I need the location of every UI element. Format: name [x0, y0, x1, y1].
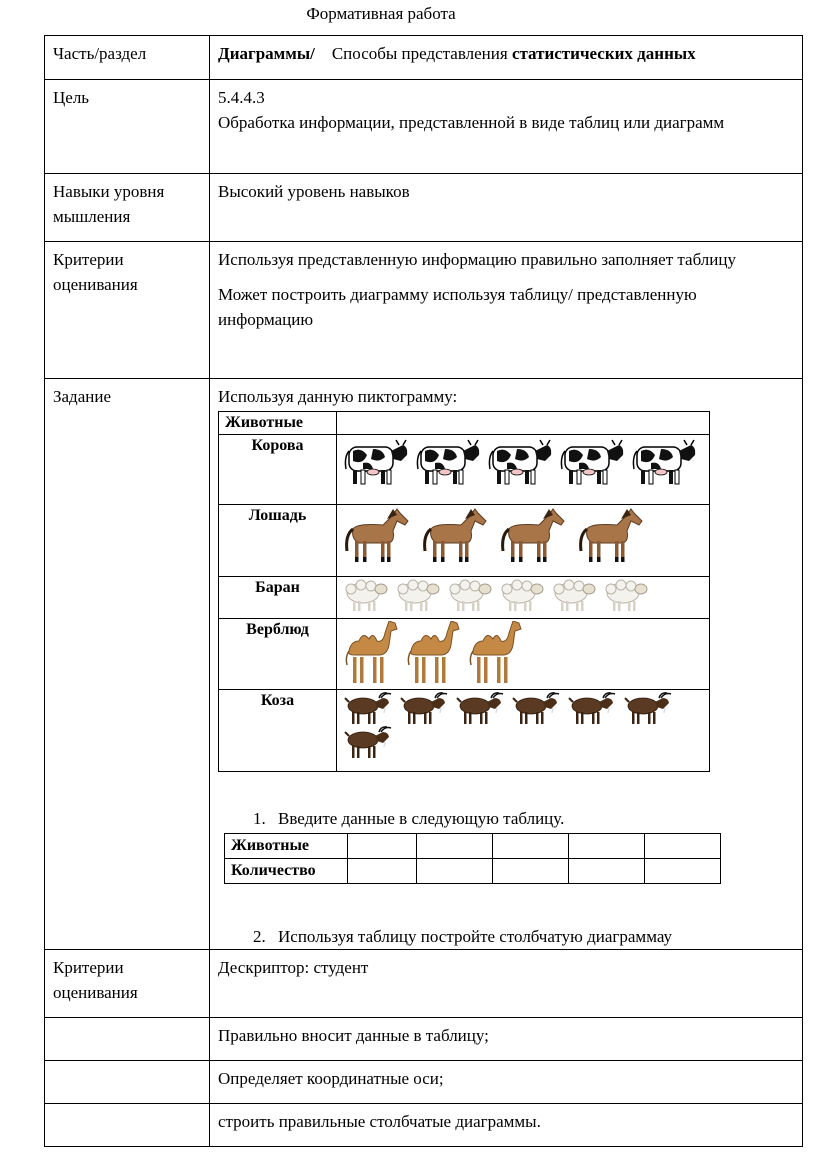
horse-icon [577, 507, 649, 567]
criteria-2: Может построить диаграмму используя таблицу/ представленную информацию [218, 285, 697, 329]
goat-icon [455, 692, 505, 726]
criteria-1: Используя представленную информацию правильно заполняет таблицу [218, 250, 736, 269]
cow-icon [487, 437, 553, 489]
fill-cell[interactable] [493, 834, 569, 859]
goat-icon [623, 692, 673, 726]
descriptor-2: Определяет координатные оси; [210, 1061, 803, 1104]
pictogram-row [219, 435, 710, 505]
fill-row-animals [225, 834, 721, 859]
pictogram-icons-cell [337, 690, 710, 772]
fill-cell[interactable] [493, 859, 569, 884]
pictogram-icons-cell [337, 619, 710, 690]
goat-icon [343, 726, 393, 760]
camel-icon [343, 621, 399, 687]
task-1: 1. Введите данные в следующую таблицу. [270, 806, 794, 831]
pictogram-icons-cell [337, 577, 710, 619]
cow-icon [343, 437, 409, 489]
sheep-icon [343, 579, 389, 613]
descriptor-empty-1 [45, 1018, 210, 1061]
pictogram-header: Животные [219, 412, 337, 435]
pictogram-table [218, 411, 710, 772]
task-2: 2. Используя таблицу постройте столбчатую диаграммау [270, 924, 794, 949]
camel-icon [467, 621, 523, 687]
goat-icon [567, 692, 617, 726]
section-label: Часть/раздел [45, 36, 210, 80]
horse-icon [343, 507, 415, 567]
fill-row-count [225, 859, 721, 884]
task-list-1 [218, 806, 794, 831]
section-value [210, 36, 803, 80]
row-goal [45, 80, 803, 174]
row-descriptor-3 [45, 1104, 803, 1147]
section-bold-1: Диаграммы/ [218, 44, 315, 63]
pictogram-animal-name: Лошадь [219, 505, 337, 577]
sheep-icon [603, 579, 649, 613]
pictogram-row [219, 505, 710, 577]
cow-icon [631, 437, 697, 489]
skills-label: Навыки уровня мышления [45, 174, 210, 242]
fill-label-count: Количество [225, 859, 348, 884]
fill-cell[interactable] [569, 859, 645, 884]
row-criteria [45, 242, 803, 379]
camel-icon [405, 621, 461, 687]
descriptor-1: Правильно вносит данные в таблицу; [210, 1018, 803, 1061]
worksheet-table [44, 35, 803, 1147]
descriptor-3: строить правильные столбчатые диаграммы. [210, 1104, 803, 1147]
skills-value: Высокий уровень навыков [210, 174, 803, 242]
pictogram-header-row [219, 412, 710, 435]
pictogram-icons-cell [337, 505, 710, 577]
fill-cell[interactable] [417, 834, 493, 859]
sheep-icon [447, 579, 493, 613]
pictogram-row [219, 690, 710, 772]
task-label: Задание [45, 379, 210, 950]
section-bold-2: статистических данных [511, 44, 696, 63]
descriptor-empty-3 [45, 1104, 210, 1147]
row-section [45, 36, 803, 80]
pictogram-animal-name: Коза [219, 690, 337, 772]
horse-icon [499, 507, 571, 567]
row-descriptor-2 [45, 1061, 803, 1104]
goal-code: 5.4.4.3 [218, 88, 265, 107]
descriptor-empty-2 [45, 1061, 210, 1104]
criteria-value [210, 242, 803, 379]
pictogram-row [219, 619, 710, 690]
pictogram-header-empty [337, 412, 710, 435]
fill-cell[interactable] [645, 859, 721, 884]
pictogram-icons-cell [337, 435, 710, 505]
document-title: Формативная работа [306, 4, 456, 23]
goat-icon [399, 692, 449, 726]
goal-label: Цель [45, 80, 210, 174]
descriptor-head: Дескриптор: студент [210, 950, 803, 1018]
descriptor-label: Критерии оценивания [45, 950, 210, 1018]
task-intro: Используя данную пиктограмму: [218, 387, 458, 406]
goal-value [210, 80, 803, 174]
fill-cell[interactable] [417, 859, 493, 884]
task-value [210, 379, 803, 950]
sheep-icon [551, 579, 597, 613]
fill-table [224, 833, 721, 884]
pictogram-row [219, 577, 710, 619]
row-descriptor-1 [45, 1018, 803, 1061]
pictogram-animal-name: Корова [219, 435, 337, 505]
section-mid: Способы представления [331, 44, 508, 63]
goal-text: Обработка информации, представленной в виде таблиц или диаграмм [218, 113, 725, 132]
fill-cell[interactable] [348, 859, 417, 884]
task-list-2 [218, 924, 794, 949]
cow-icon [559, 437, 625, 489]
pictogram-animal-name: Баран [219, 577, 337, 619]
pictogram-animal-name: Верблюд [219, 619, 337, 690]
fill-cell[interactable] [348, 834, 417, 859]
goat-icon [511, 692, 561, 726]
sheep-icon [395, 579, 441, 613]
sheep-icon [499, 579, 545, 613]
fill-label-animals: Животные [225, 834, 348, 859]
cow-icon [415, 437, 481, 489]
row-skills [45, 174, 803, 242]
row-task [45, 379, 803, 950]
row-descriptor-head [45, 950, 803, 1018]
criteria-label: Критерии оценивания [45, 242, 210, 379]
fill-cell[interactable] [645, 834, 721, 859]
fill-cell[interactable] [569, 834, 645, 859]
goat-icon [343, 692, 393, 726]
horse-icon [421, 507, 493, 567]
